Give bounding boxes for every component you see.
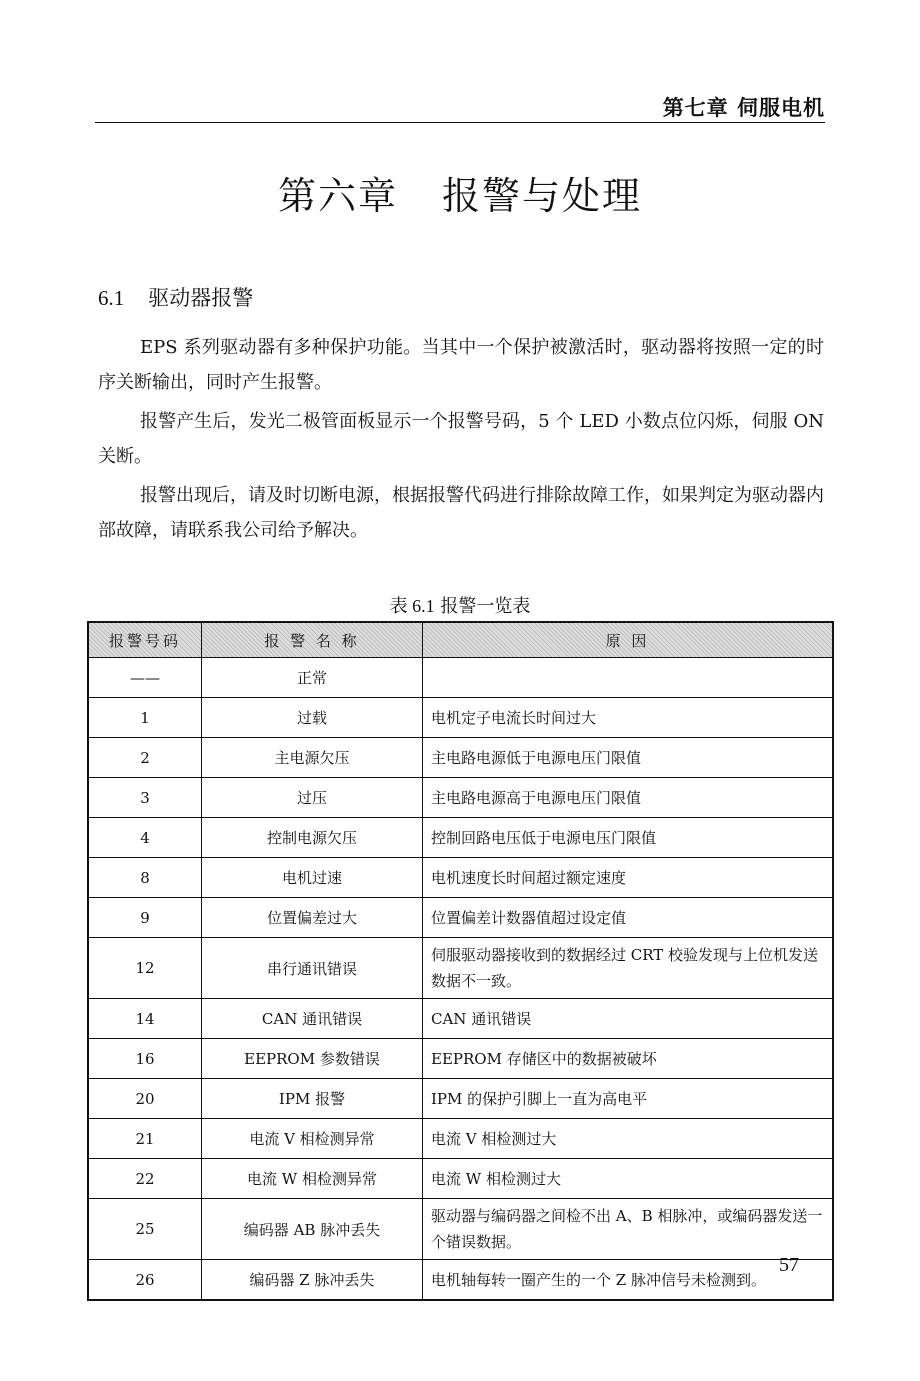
table-row <box>88 898 833 938</box>
alarm-code: 3 <box>88 778 202 818</box>
table-row <box>88 999 833 1039</box>
running-header-title: 第七章 伺服电机 <box>662 96 825 120</box>
table-row <box>88 1079 833 1119</box>
alarm-cause: CAN 通讯错误 <box>423 999 834 1039</box>
table-row <box>88 938 833 999</box>
alarm-name: 主电源欠压 <box>202 738 423 778</box>
alarm-code: —— <box>88 658 202 698</box>
table-caption <box>0 592 920 618</box>
section-number: 6.1 <box>98 286 125 310</box>
header-alarm-code: 报警号码 <box>88 622 202 658</box>
alarm-cause: 主电路电源低于电源电压门限值 <box>423 738 834 778</box>
table-row <box>88 778 833 818</box>
table-row <box>88 738 833 778</box>
alarm-code: 14 <box>88 999 202 1039</box>
alarm-code: 9 <box>88 898 202 938</box>
alarm-cause: 电流 W 相检测过大 <box>423 1159 834 1199</box>
alarm-cause: 伺服驱动器接收到的数据经过 CRT 校验发现与上位机发送数据不一致。 <box>423 938 834 999</box>
alarm-name: 电流 V 相检测异常 <box>202 1119 423 1159</box>
alarm-cause: IPM 的保护引脚上一直为高电平 <box>423 1079 834 1119</box>
table-row <box>88 1039 833 1079</box>
section-heading <box>98 282 253 312</box>
chapter-name: 报警与处理 <box>442 174 643 218</box>
paragraph-2: 报警产生后，发光二极管面板显示一个报警号码，5 个 LED 小数点位闪烁，伺服 ON 关断。 <box>98 411 824 467</box>
alarm-table <box>87 621 834 1301</box>
alarm-cause: 电机定子电流长时间过大 <box>423 698 834 738</box>
alarm-name: 控制电源欠压 <box>202 818 423 858</box>
alarm-cause: 电流 V 相检测过大 <box>423 1119 834 1159</box>
alarm-cause: EEPROM 存储区中的数据被破坏 <box>423 1039 834 1079</box>
chapter-title <box>0 165 920 220</box>
table-caption-number: 表 6.1 <box>389 596 435 616</box>
alarm-name: 电流 W 相检测异常 <box>202 1159 423 1199</box>
table-row <box>88 1199 833 1260</box>
alarm-code: 22 <box>88 1159 202 1199</box>
page-number: 57 <box>779 1254 799 1276</box>
paragraph-3: 报警出现后，请及时切断电源，根据报警代码进行排除故障工作，如果判定为驱动器内部故障，请联系我公司给予解决。 <box>98 485 824 541</box>
section-title: 驱动器报警 <box>148 286 254 310</box>
alarm-cause: 驱动器与编码器之间检不出 A、B 相脉冲，或编码器发送一个错误数据。 <box>423 1199 834 1260</box>
alarm-name: 编码器 AB 脉冲丢失 <box>202 1199 423 1260</box>
paragraph-1: EPS 系列驱动器有多种保护功能。当其中一个保护被激活时，驱动器将按照一定的时序关断输出，同时产生报警。 <box>98 337 824 393</box>
alarm-cause: 主电路电源高于电源电压门限值 <box>423 778 834 818</box>
table-row <box>88 1119 833 1159</box>
table-row <box>88 658 833 698</box>
table-row <box>88 818 833 858</box>
table-caption-title: 报警一览表 <box>440 596 531 617</box>
alarm-code: 26 <box>88 1260 202 1301</box>
alarm-code: 8 <box>88 858 202 898</box>
alarm-cause: 电机速度长时间超过额定速度 <box>423 858 834 898</box>
alarm-name: 编码器 Z 脉冲丢失 <box>202 1260 423 1301</box>
alarm-code: 12 <box>88 938 202 999</box>
table-row <box>88 1260 833 1301</box>
alarm-name: IPM 报警 <box>202 1079 423 1119</box>
running-header <box>95 92 825 123</box>
table-header-row <box>88 622 833 658</box>
alarm-cause: 位置偏差计数器值超过设定值 <box>423 898 834 938</box>
header-cause: 原 因 <box>423 622 834 658</box>
alarm-cause: 控制回路电压低于电源电压门限值 <box>423 818 834 858</box>
table-row <box>88 858 833 898</box>
alarm-cause <box>423 658 834 698</box>
alarm-name: 串行通讯错误 <box>202 938 423 999</box>
table-row <box>88 698 833 738</box>
alarm-code: 2 <box>88 738 202 778</box>
alarm-name: 正常 <box>202 658 423 698</box>
alarm-name: 过压 <box>202 778 423 818</box>
alarm-code: 16 <box>88 1039 202 1079</box>
alarm-name: 位置偏差过大 <box>202 898 423 938</box>
alarm-name: 过载 <box>202 698 423 738</box>
chapter-number: 第六章 <box>277 174 398 218</box>
table-row <box>88 1159 833 1199</box>
header-alarm-name: 报 警 名 称 <box>202 622 423 658</box>
alarm-code: 20 <box>88 1079 202 1119</box>
alarm-code: 1 <box>88 698 202 738</box>
alarm-code: 25 <box>88 1199 202 1260</box>
alarm-name: EEPROM 参数错误 <box>202 1039 423 1079</box>
alarm-cause: 电机轴每转一圈产生的一个 Z 脉冲信号未检测到。 <box>423 1260 834 1301</box>
alarm-code: 21 <box>88 1119 202 1159</box>
alarm-name: 电机过速 <box>202 858 423 898</box>
alarm-code: 4 <box>88 818 202 858</box>
alarm-name: CAN 通讯错误 <box>202 999 423 1039</box>
